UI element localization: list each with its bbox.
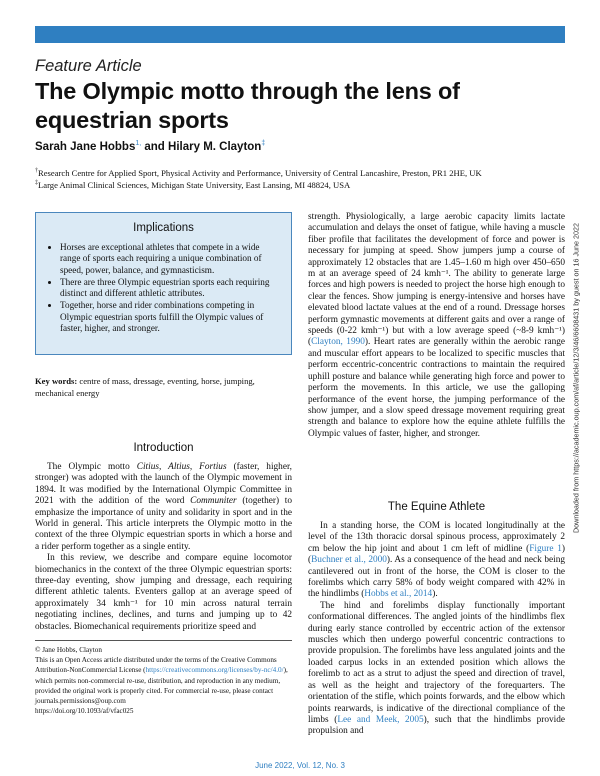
author-name[interactable]: Sarah Jane Hobbs	[35, 140, 136, 153]
motto-text: Citius, Altius, Fortius	[136, 462, 227, 472]
license-url-link[interactable]: https://creativecommons.org/licenses/by-nc/4.0/	[145, 666, 284, 675]
list-item: • Horses are exceptional athletes that compete in a wide range of sports each requiring a unique combination of speed, power, balance, and gymnasticism.	[60, 242, 281, 276]
page-footer: June 2022, Vol. 12, No. 3	[255, 761, 345, 770]
author-separator: and	[141, 140, 169, 153]
license-text: This is an Open Access article distributed under the terms of the Creative Commons Attribution-NonCommercial License (https://creativecommons.org/licenses/by-nc/4.0/), which permits non-commercial re-use, distribution, and reproduction in any medium, provided the original work is properly cited. For commercial re-use, please contact journals.permissions@oup.com	[35, 656, 288, 706]
paragraph: In this review, we describe and compare equine locomotor biomechanics in the context of the three Olympic equestrian sports: three-day eventing, show jumping and dressage, each requiring different athletic talents. Eventers gallop at an average speed of approximately 34 kmh⁻¹ for 10 min across natural terrain negotiating inclines, declines, and turns and jumping up to 42 obstacles. Biomechanical requirements prioritize speed and	[35, 553, 292, 632]
citation-link[interactable]: Clayton, 1990	[311, 337, 365, 348]
author-name[interactable]: Hilary M. Clayton	[168, 140, 262, 153]
implications-list	[36, 242, 291, 334]
header-bar	[35, 26, 565, 43]
paragraph: The hind and forelimbs display functionally important conformational differences. The angled joints of the hindlimbs flex during early stance controlled by eccentric action of the extensor muscles which then undergo powerful concentric contractions to provide propulsion. The forelimbs have less angulated joints and the loaded carpus locks in an extended position which allows the forelimb to act as a strut to adjust the speed and direction of travel, as well as the height and trajectory of the forequarters. The orientation of the stifle, which points forwards, and the elbow which points rearwards, is indicative of the directional compliance of the limbs (Lee and Meek, 2005), such that the hindlimbs provide propulsion and	[308, 600, 565, 737]
affiliation-1: †Research Centre for Applied Sport, Physical Activity and Performance, University of Central Lancashire, Preston, PR1 2HE, UK	[35, 167, 482, 178]
keywords	[35, 376, 292, 399]
author-marks: ‡	[261, 140, 266, 147]
paragraph: strength. Physiologically, a large aerobic capacity limits lactate accumulation and delays the onset of fatigue, while having a muscle fiber profile that facilitates the development of force and power is necessary for jumping at speed. Show jumpers jump a course of approximately 12 obstacles that are 1.45–1.60 m high over 450–650 m at an average speed of 24 kmh⁻¹. The ability to generate large forces and high powers is needed to project the horse high enough to clear the fences. Show jumping is energy-intensive and horses have elevated blood lactate values at the end of a round. Dressage horses perform gymnastic movements at different gaits and over a range of speeds (0-22 kmh⁻¹) but with a low average speed (~8-9 kmh⁻¹) (Clayton, 1990). Heart rates are generally within the aerobic range and muscular effort appears to be localized to specific muscles that perform eccentric-concentric contractions to maintain the required uphill posture and balance while generating high force and power to perform the movements. In this article, we use the galloping performance of the event horse, the jumping performance of the show jumper, and a slow speed dressage movement requiring great strength and balance to explore how the equine athlete fulfills the Olympic values of faster, higher, and stronger.	[308, 212, 566, 439]
keywords-label: Key words:	[35, 376, 78, 386]
heading-introduction: Introduction	[133, 442, 194, 454]
implications-title: Implications	[133, 222, 194, 234]
word-communiter: Communiter	[190, 496, 237, 507]
author-list	[35, 140, 265, 153]
footnote-divider	[35, 640, 292, 641]
figure-link[interactable]: Figure 1	[529, 543, 562, 554]
right-column-bottom	[308, 521, 565, 738]
affiliation-2: ‡Large Animal Clinical Sciences, Michigan State University, East Lansing, MI 48824, USA	[35, 179, 351, 190]
license-notice	[35, 645, 292, 716]
citation-link[interactable]: Buchner et al., 2000	[311, 555, 387, 566]
citation-link[interactable]: Lee and Meek, 2005	[337, 714, 424, 725]
paragraph: The Olympic motto Citius, Altius, Fortius (faster, higher, stronger) was adopted with the launch of the Olympic movement in 1894. It was modified by the International Olympic Committee in 2021 with the addition of the word Communiter (together) to emphasize the importance of unity and solidarity in sport and in the World in general. This article interprets the Olympic motto in the context of the three Olympic equestrian sports in which a horse and a rider perform together as a single entity.	[35, 462, 292, 552]
right-column-top	[308, 212, 565, 440]
citation-link[interactable]: Hobbs et al., 2014	[364, 589, 433, 600]
copyright: © Jane Hobbs, Clayton	[35, 646, 102, 654]
paragraph: In a standing horse, the COM is located longitudinally at the level of the 13th thoracic dorsal spinous process, approximately 2 cm below the hip joint and about 1 cm left of midline (Figure 1)(Buchner et al., 2000). As a consequence of the head and neck being cantilevered out in front of the horse, the COM is closer to the forelimbs which carry 58% of body weight compared with 42% in the hindlimbs (Hobbs et al., 2014).	[308, 521, 566, 600]
article-title: The Olympic motto through the lens of equestrian sports	[35, 78, 460, 133]
list-item: • Together, horse and rider combinations competing in Olympic equestrian sports fulfill the Olympic values of faster, higher, and stronger.	[60, 300, 281, 334]
intro-body	[35, 462, 292, 633]
implications-box	[35, 212, 292, 355]
doi-link[interactable]: https://doi.org/10.1093/af/vfac025	[35, 707, 134, 716]
heading-equine-athlete: The Equine Athlete	[387, 501, 486, 513]
keywords-text: centre of mass, dressage, eventing, horse, jumping, mechanical energy	[35, 376, 255, 398]
download-notice: Downloaded from https://academic.oup.com/af/article/12/3/46/6608431 by guest on 16 June 2022	[571, 222, 581, 534]
list-item: • There are three Olympic equestrian sports each requiring distinct and different athletic attributes.	[60, 277, 281, 300]
article-type-label: Feature Article	[35, 57, 142, 75]
author-marks: 1,	[135, 140, 142, 147]
